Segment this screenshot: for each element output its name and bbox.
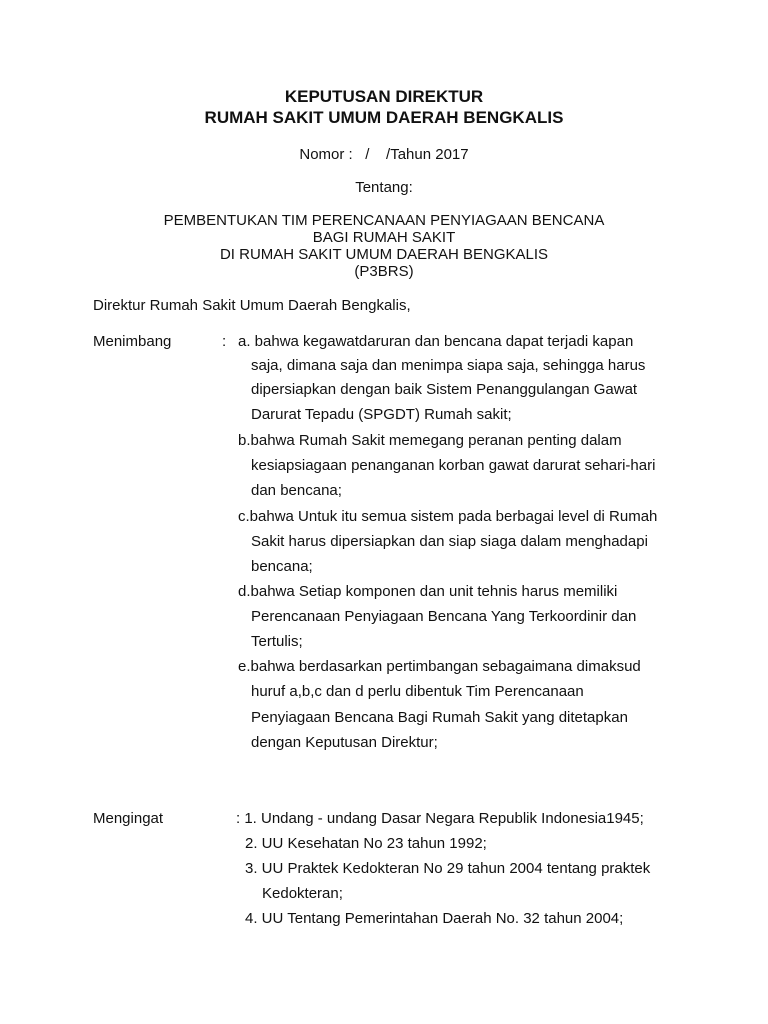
recalling-item-3-line-1: 3. UU Praktek Kedokteran No 29 tahun 2004 tentang praktek (245, 860, 651, 877)
considering-d-line-1: d.bahwa Setiap komponen dan unit tehnis harus memiliki (238, 583, 618, 600)
document-title-line-2: RUMAH SAKIT UMUM DAERAH BENGKALIS (204, 108, 564, 127)
considering-c-line-2: Sakit harus dipersiapkan dan siap siaga dalam menghadapi (251, 533, 648, 550)
document-title-line-1: KEPUTUSAN DIREKTUR (284, 87, 484, 106)
considering-colon: : (222, 333, 227, 350)
subject-line-1: PEMBENTUKAN TIM PERENCANAAN PENYIAGAAN BENCANA (163, 212, 605, 229)
considering-d-line-2: Perencanaan Penyiagaan Bencana Yang Terkoordinir dan (251, 608, 637, 625)
considering-label: Menimbang (93, 333, 172, 350)
considering-d-line-3: Tertulis; (251, 633, 303, 650)
recalling-item-4: 4. UU Tentang Pemerintahan Daerah No. 32 tahun 2004; (245, 910, 624, 927)
considering-e-line-2: huruf a,b,c dan d perlu dibentuk Tim Perencanaan (251, 683, 584, 700)
considering-b-line-1: b.bahwa Rumah Sakit memegang peranan penting dalam (238, 432, 622, 449)
considering-b-line-3: dan bencana; (251, 482, 342, 499)
considering-b-line-2: kesiapsiagaan penanganan korban gawat darurat sehari-hari (251, 457, 656, 474)
considering-a-line-4: Darurat Tepadu (SPGDT) Rumah sakit; (251, 406, 512, 423)
recalling-item-2: 2. UU Kesehatan No 23 tahun 1992; (245, 835, 487, 852)
recalling-item-1: : 1. Undang - undang Dasar Negara Republik Indonesia1945; (236, 810, 644, 827)
recalling-label: Mengingat (93, 810, 164, 827)
considering-a-line-2: saja, dimana saja dan menimpa siapa saja, sehingga harus (251, 357, 646, 374)
considering-a-line-3: dipersiapkan dengan baik Sistem Penanggulangan Gawat (251, 381, 638, 398)
about-label: Tentang: (355, 179, 413, 196)
intro-line: Direktur Rumah Sakit Umum Daerah Bengkalis, (93, 297, 411, 314)
subject-line-2: BAGI RUMAH SAKIT (312, 229, 456, 246)
recalling-item-3-line-2: Kedokteran; (262, 885, 343, 902)
decree-number: Nomor : / /Tahun 2017 (299, 146, 469, 163)
considering-e-line-1: e.bahwa berdasarkan pertimbangan sebagaimana dimaksud (238, 658, 641, 675)
considering-c-line-3: bencana; (251, 558, 313, 575)
considering-e-line-4: dengan Keputusan Direktur; (251, 734, 438, 751)
subject-line-3: DI RUMAH SAKIT UMUM DAERAH BENGKALIS (219, 246, 549, 263)
subject-line-4: (P3BRS) (354, 263, 414, 280)
considering-c-line-1: c.bahwa Untuk itu semua sistem pada berbagai level di Rumah (238, 508, 658, 525)
considering-e-line-3: Penyiagaan Bencana Bagi Rumah Sakit yang ditetapkan (251, 709, 628, 726)
considering-a-line-1: a. bahwa kegawatdaruran dan bencana dapat terjadi kapan (238, 333, 634, 350)
